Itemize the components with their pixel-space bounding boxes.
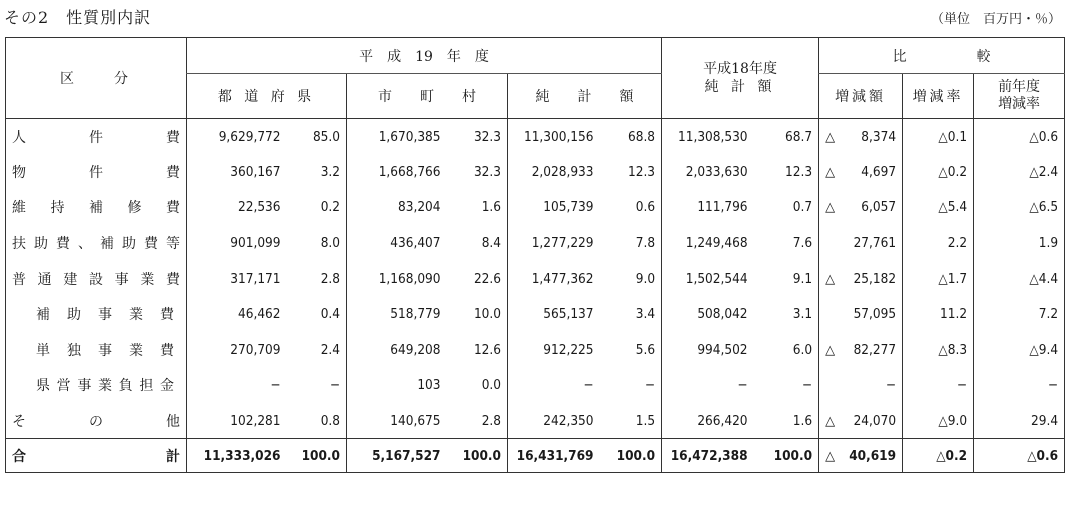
net-total-value: 11,300,156 [508,119,600,155]
increase-amount: 27,761 [819,225,903,261]
h18-value: 1,249,468 [662,225,754,261]
h18-percent: 68.7 [785,128,813,145]
prefecture-value: 102,281 [187,403,287,439]
header-prev-year-rate [974,74,1065,119]
h18-percent: − [801,377,813,394]
table-row [6,190,1065,226]
increase-amount-value: 4,697 [861,163,897,180]
prev-year-rate: △0.6 [974,119,1065,155]
net-total-value: 1,477,362 [508,261,600,297]
table-row [6,368,1065,404]
increase-amount: − [819,368,903,404]
net-total-percent: 100.0 [600,439,662,473]
municipality-value: 518,779 [347,296,447,332]
decrease-triangle-icon: △ [825,129,836,145]
increase-rate: △0.2 [903,154,974,190]
municipality-percent: 12.6 [473,341,501,358]
table-row [6,403,1065,439]
prefecture-value: 46,462 [187,296,287,332]
h18-value: 16,472,388 [662,439,754,473]
net-total-value: 16,431,769 [508,439,600,473]
prev-year-rate: − [974,368,1065,404]
increase-rate: △0.2 [903,439,974,473]
increase-rate: △1.7 [903,261,974,297]
decrease-triangle-icon: △ [825,342,836,358]
municipality-value: 1,670,385 [347,119,447,155]
net-total-value: − [508,368,600,404]
increase-rate: 2.2 [903,225,974,261]
h18-value: 111,796 [662,190,754,226]
increase-amount-value: 25,182 [853,270,897,287]
header-h18 [662,38,819,119]
net-total-percent: 1.5 [635,412,656,429]
row-label: 普通建設事業費 [6,261,187,297]
header-h19: 平 成 19 年 度 [187,38,662,74]
increase-amount [819,332,903,368]
prefecture-percent: 0.8 [320,412,340,429]
net-total-percent: − [644,377,656,394]
increase-amount-value: 82,277 [853,341,897,358]
prev-year-rate: △4.4 [974,261,1065,297]
municipality-percent: 32.3 [473,128,501,145]
h18-percent: 6.0 [792,341,813,358]
municipality-value: 436,407 [347,225,447,261]
decrease-triangle-icon: △ [825,164,836,180]
h18-percent: 7.6 [792,235,813,252]
prefecture-value: 901,099 [187,225,287,261]
prefecture-value: 9,629,772 [187,119,287,155]
increase-amount [819,154,903,190]
municipality-percent: 32.3 [473,163,501,180]
net-total-value: 105,739 [508,190,600,226]
decrease-triangle-icon: △ [825,413,836,429]
header-prev-rate-line2: 増減率 [998,96,1041,112]
net-total-percent: 9.0 [635,270,656,287]
increase-rate: △8.3 [903,332,974,368]
decrease-triangle-icon: △ [825,448,836,464]
prefecture-value: 11,333,026 [187,439,287,473]
h18-value: − [662,368,754,404]
h18-value: 2,033,630 [662,154,754,190]
municipality-percent: 2.8 [481,412,501,429]
prev-year-rate: 7.2 [974,296,1065,332]
municipality-value: 1,168,090 [347,261,447,297]
municipality-value: 103 [347,368,447,404]
unit-note: （単位 百万円・％） [930,12,1061,27]
prefecture-value: 317,171 [187,261,287,297]
page-title: その2 性質別内訳 [4,8,152,27]
header-increase-rate: 増減率 [903,74,974,119]
row-label: 人件費 [6,119,187,155]
header-prev-rate-line1: 前年度 [998,79,1041,95]
net-total-value: 2,028,933 [508,154,600,190]
increase-rate: △5.4 [903,190,974,226]
prefecture-value: 360,167 [187,154,287,190]
prefecture-percent: 0.2 [320,199,340,216]
h18-percent: 9.1 [792,270,813,287]
increase-amount [819,190,903,226]
net-total-value: 565,137 [508,296,600,332]
prev-year-rate: 29.4 [974,403,1065,439]
prefecture-percent: 2.4 [320,341,340,358]
h18-percent: 0.7 [792,199,813,216]
municipality-value: 649,208 [347,332,447,368]
municipality-percent: 8.4 [481,235,501,252]
h18-percent: 12.3 [785,163,813,180]
net-total-percent: 0.6 [635,199,656,216]
table-row [6,154,1065,190]
prefecture-value: 270,709 [187,332,287,368]
header-compare: 比 較 [819,38,1065,74]
prev-year-rate: △2.4 [974,154,1065,190]
municipality-value: 83,204 [347,190,447,226]
increase-amount-value: 24,070 [853,412,897,429]
net-total-value: 1,277,229 [508,225,600,261]
increase-amount-value: 8,374 [861,128,897,145]
increase-amount [819,439,903,473]
increase-rate: 11.2 [903,296,974,332]
row-label: その他 [6,403,187,439]
prefecture-percent: 2.8 [320,270,340,287]
increase-amount [819,261,903,297]
header-row-1 [6,38,1065,74]
municipality-value: 5,167,527 [347,439,447,473]
row-label: 単独事業費 [6,332,187,368]
table-row [6,261,1065,297]
increase-rate: △0.1 [903,119,974,155]
prefecture-percent: 8.0 [320,235,340,252]
increase-amount-value: 40,619 [849,447,897,464]
h18-value: 11,308,530 [662,119,754,155]
h18-percent: 3.1 [792,306,813,323]
net-total-percent: 5.6 [635,341,656,358]
table-row [6,225,1065,261]
prev-year-rate: △9.4 [974,332,1065,368]
net-total-percent: 7.8 [635,235,656,252]
prefecture-percent: 85.0 [312,128,340,145]
prev-year-rate: △0.6 [974,439,1065,473]
h18-value: 994,502 [662,332,754,368]
table-row [6,332,1065,368]
prev-year-rate: 1.9 [974,225,1065,261]
h18-value: 1,502,544 [662,261,754,297]
prev-year-rate: △6.5 [974,190,1065,226]
net-total-value: 912,225 [508,332,600,368]
prefecture-percent: 0.4 [320,306,340,323]
increase-rate: − [903,368,974,404]
municipality-value: 140,675 [347,403,447,439]
net-total-percent: 68.8 [628,128,656,145]
row-label: 県営事業負担金 [6,368,187,404]
prefecture-percent: − [329,377,340,394]
increase-amount: 57,095 [819,296,903,332]
row-label: 補助事業費 [6,296,187,332]
municipality-percent: 1.6 [481,199,501,216]
expenditure-table [5,37,1065,473]
row-label: 物件費 [6,154,187,190]
increase-amount [819,403,903,439]
decrease-triangle-icon: △ [825,271,836,287]
table-body [6,119,1065,473]
h18-percent: 100.0 [754,439,819,473]
table-row [6,119,1065,155]
increase-amount-value: 6,057 [861,199,897,216]
net-total-percent: 3.4 [635,306,656,323]
municipality-percent: 10.0 [473,306,501,323]
table-row-total [6,439,1065,473]
header-increase-amount: 増減額 [819,74,903,119]
municipality-value: 1,668,766 [347,154,447,190]
prefecture-percent: 3.2 [320,163,340,180]
prefecture-value: − [187,368,287,404]
header-h18-line2: 純 計 額 [704,79,776,95]
h18-value: 508,042 [662,296,754,332]
net-total-value: 242,350 [508,403,600,439]
header-municipality: 市 町 村 [347,74,508,119]
header-net-total: 純 計 額 [508,74,662,119]
decrease-triangle-icon: △ [825,200,836,216]
row-label: 扶助費、補助費等 [6,225,187,261]
prefecture-value: 22,536 [187,190,287,226]
header-prefecture: 都 道 府 県 [187,74,347,119]
row-label: 合計 [6,439,187,473]
municipality-percent: 22.6 [473,270,501,287]
net-total-percent: 12.3 [628,163,656,180]
header-category: 区 分 [6,38,187,119]
row-label: 維持補修費 [6,190,187,226]
h18-percent: 1.6 [792,412,813,429]
table-row [6,296,1065,332]
increase-amount [819,119,903,155]
municipality-percent: 0.0 [481,377,501,394]
increase-rate: △9.0 [903,403,974,439]
prefecture-percent: 100.0 [287,439,347,473]
municipality-percent: 100.0 [447,439,508,473]
h18-value: 266,420 [662,403,754,439]
header-h18-line1: 平成18年度 [703,61,777,77]
